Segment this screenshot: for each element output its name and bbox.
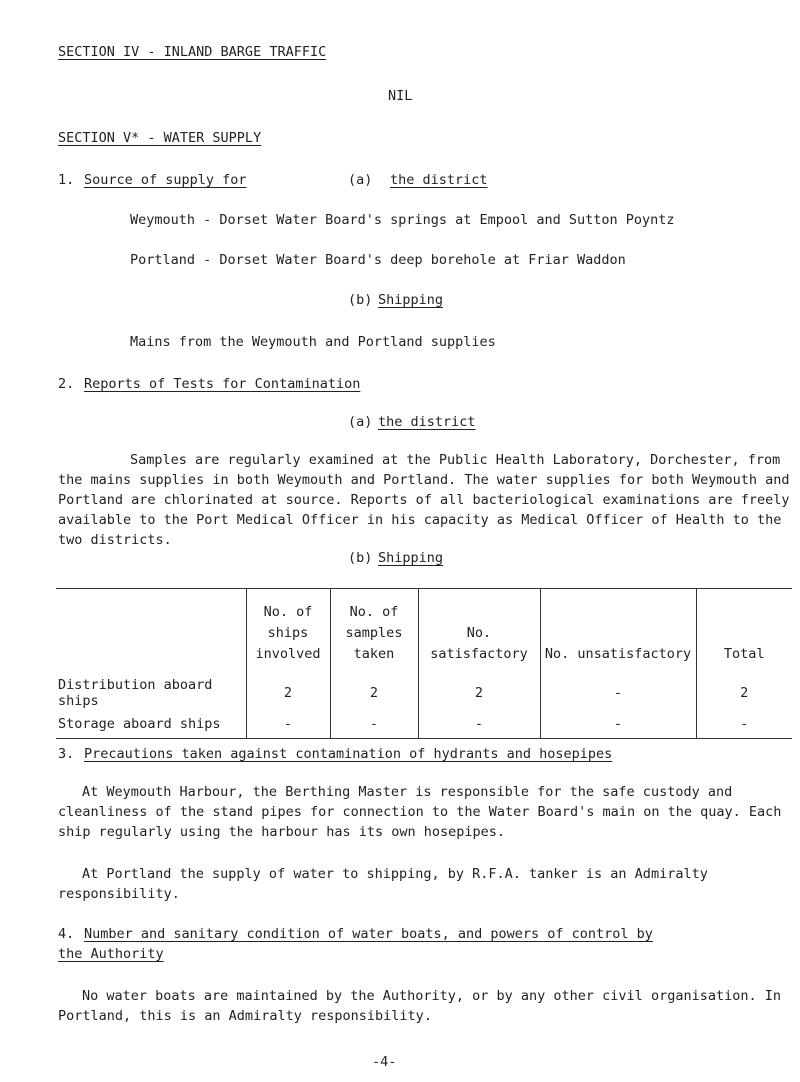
table-header-satisfactory: No. satisfactory xyxy=(418,589,540,670)
table-cell: 2 xyxy=(330,669,418,710)
page-number: -4- xyxy=(372,1054,397,1070)
item2-sub-b-text: Shipping xyxy=(378,550,444,566)
table-header-blank xyxy=(56,589,246,670)
table-header-ships: No. of ships involved xyxy=(246,589,330,670)
table-cell: Storage aboard ships xyxy=(58,716,221,732)
item2-sub-a-label: (a) xyxy=(348,414,373,430)
item2-heading: Reports of Tests for Contamination xyxy=(84,376,361,392)
shipping-water-table xyxy=(56,588,792,739)
item1-number: 1. xyxy=(58,172,75,188)
item3-paragraph-1: At Weymouth Harbour, the Berthing Master is responsible for the safe custody and cleanliness of the stand pipes for connection to the Water Board's main on the quay. Each ship regularly using the harbour has its own hosepipes. xyxy=(58,784,782,840)
table-cell: - xyxy=(540,669,696,710)
table-header-total: Total xyxy=(696,589,792,670)
table-header-unsatisfactory: No. unsatisfactory xyxy=(540,589,696,670)
section-iv-nil: NIL xyxy=(388,88,413,104)
item2-sub-b-label: (b) xyxy=(348,550,373,566)
table-header-row xyxy=(56,589,792,670)
item3-heading: Precautions taken against contamination of hydrants and hosepipes xyxy=(84,746,613,762)
item4-paragraph: No water boats are maintained by the Authority, or by any other civil organisation. In Portland, this is an Admiralty responsibility. xyxy=(58,988,781,1024)
item4-heading-line1: Number and sanitary condition of water boats, and powers of control by xyxy=(84,926,653,942)
item3-number: 3. xyxy=(58,746,75,762)
table-row xyxy=(56,669,792,710)
section-iv-title: SECTION IV - INLAND BARGE TRAFFIC xyxy=(58,44,327,60)
section-v-title: SECTION V* - WATER SUPPLY xyxy=(58,130,262,146)
item1-sub-a-text: the district xyxy=(390,172,488,188)
table-cell: - xyxy=(246,710,330,739)
item1-sub-a-label: (a) xyxy=(348,172,373,188)
item2-paragraph: Samples are regularly examined at the Public Health Laboratory, Dorchester, from the mains supplies in both Weymouth and Portland. The water supplies for both Weymouth and Portland are chlorinated at source. Reports of all bacteriological examinations are freely available to the Port Medical Officer in his capacity as Medical Officer of Health to the two districts. xyxy=(58,452,790,548)
table-cell: - xyxy=(330,710,418,739)
table-cell: - xyxy=(418,710,540,739)
item1-mains-text: Mains from the Weymouth and Portland supplies xyxy=(130,334,496,350)
table-cell: - xyxy=(540,710,696,739)
item1-heading: Source of supply for xyxy=(84,172,247,188)
item1-sub-b-text: Shipping xyxy=(378,292,444,308)
item2-number: 2. xyxy=(58,376,75,392)
table-row xyxy=(56,710,792,739)
item1-portland-source: Portland - Dorset Water Board's deep borehole at Friar Waddon xyxy=(130,252,626,268)
table-cell: 2 xyxy=(246,669,330,710)
item1-weymouth-source: Weymouth - Dorset Water Board's springs at Empool and Sutton Poyntz xyxy=(130,212,675,228)
table-header-samples: No. of samples taken xyxy=(330,589,418,670)
item4-heading-line2: the Authority xyxy=(58,946,164,962)
item4-number: 4. xyxy=(58,926,75,942)
table-cell: 2 xyxy=(418,669,540,710)
table-cell: 2 xyxy=(696,669,792,710)
table-cell: Distribution aboard ships xyxy=(58,677,213,709)
item3-paragraph-2: At Portland the supply of water to shipping, by R.F.A. tanker is an Admiralty responsibility. xyxy=(58,866,708,902)
item1-sub-b-label: (b) xyxy=(348,292,373,308)
table-cell: - xyxy=(696,710,792,739)
item2-sub-a-text: the district xyxy=(378,414,476,430)
